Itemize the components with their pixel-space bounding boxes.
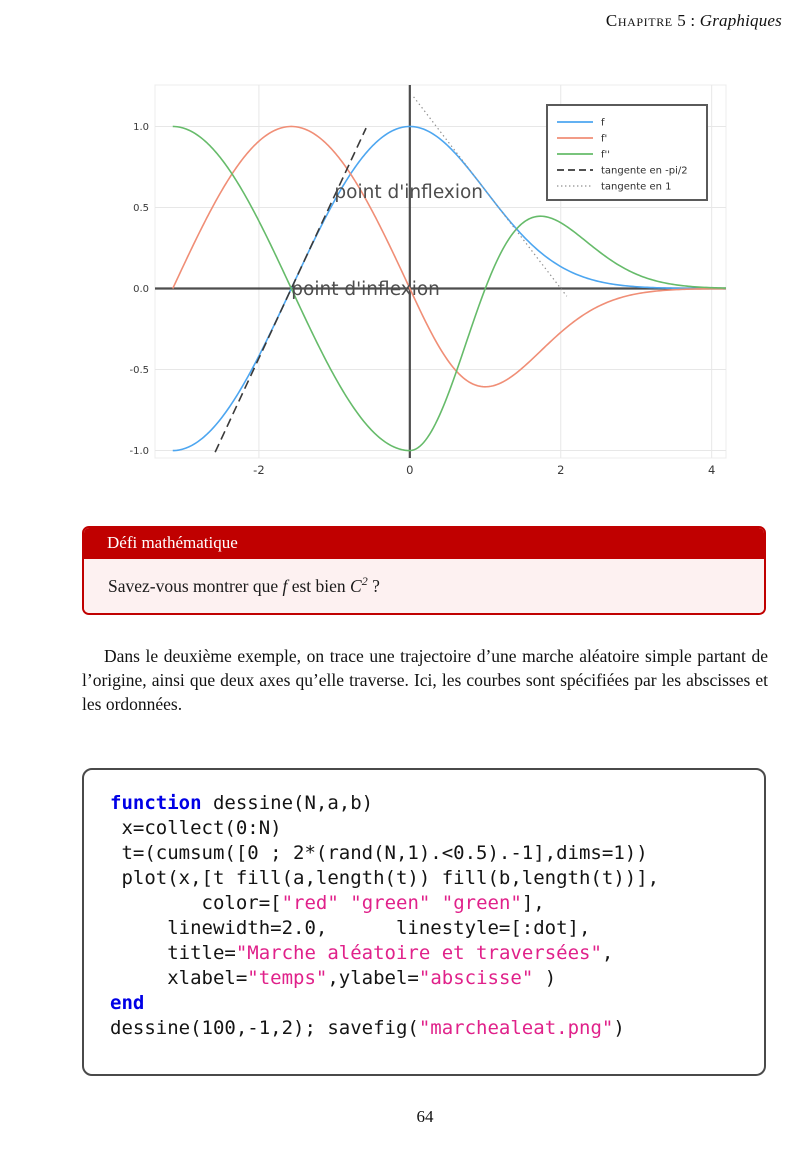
code-line: linewidth=2.0, linestyle=[:dot], (110, 917, 591, 939)
legend-label-tangent-pi2: tangente en -pi/2 (601, 165, 688, 177)
callout-title: Défi mathématique (84, 528, 764, 559)
derivatives-figure (125, 70, 765, 482)
chapter-number: 5 : (677, 11, 696, 30)
x-tick-label: 2 (557, 463, 565, 477)
legend (547, 105, 707, 200)
callout-body (84, 559, 764, 613)
code-block (82, 768, 766, 1076)
math-C: C (350, 575, 362, 596)
math-f: f (282, 575, 288, 596)
y-tick-label: 1.0 (133, 121, 149, 133)
code-line: function dessine(N,a,b) (110, 792, 374, 814)
code-line: plot(x,[t fill(a,length(t)) fill(b,length(t))], (110, 867, 660, 889)
y-tick-label: -0.5 (129, 365, 149, 377)
chapter-title: Graphiques (699, 11, 782, 30)
code-listing (110, 791, 764, 1041)
callout-text-mid: est bien (287, 575, 351, 596)
y-tick-label: -1.0 (129, 446, 149, 458)
chapter-label: Chapitre (605, 11, 673, 30)
legend-label-f-second: f'' (601, 149, 611, 161)
math-sup-2: 2 (361, 574, 368, 588)
x-tick-label: 4 (707, 463, 716, 477)
code-line: title="Marche aléatoire et traversées", (110, 942, 614, 964)
annotation-inflexion: point d'inflexion (334, 181, 484, 203)
legend-label-tangent-1: tangente en 1 (601, 181, 672, 193)
y-tick-label: 0.5 (133, 202, 149, 214)
annotation-inflexion: point d'inflexion (291, 279, 440, 301)
body-paragraph: Dans le deuxième exemple, on trace une trajectoire d’une marche aléatoire simple partant de l’origine, ainsi que deux axes qu’elle traverse. Ici, les courbes sont spécifiées par les abscisses et les ordonnées. (82, 646, 768, 714)
y-tick-label: 0.0 (133, 284, 149, 296)
math-challenge-callout (82, 526, 766, 615)
legend-label-f: f (601, 117, 605, 129)
page-number: 64 (416, 1107, 434, 1126)
callout-text-suffix: ? (367, 575, 380, 596)
code-line: x=collect(0:N) (110, 817, 282, 839)
code-line: t=(cumsum([0 ; 2*(rand(N,1).<0.5).-1],dims=1)) (110, 842, 648, 864)
code-line: xlabel="temps",ylabel="abscisse" ) (110, 967, 557, 989)
running-header (606, 11, 782, 31)
x-tick-label: 0 (406, 463, 414, 477)
callout-text-prefix: Savez-vous montrer que (108, 575, 283, 596)
legend-label-f-prime: f' (601, 133, 608, 145)
code-line: end (110, 992, 145, 1014)
code-line: color=["red" "green" "green"], (110, 892, 545, 914)
code-line: dessine(100,-1,2); savefig("marchealeat.png") (110, 1017, 625, 1039)
x-tick-label: -2 (253, 463, 265, 477)
